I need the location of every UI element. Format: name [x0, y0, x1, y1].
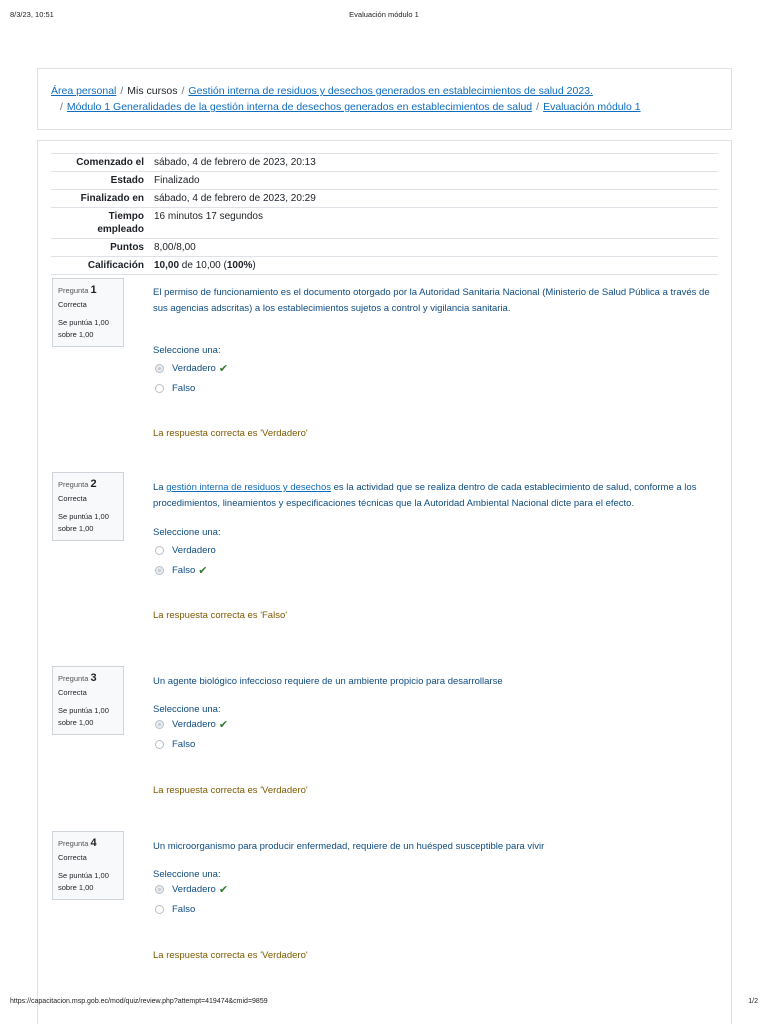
- radio-unselected[interactable]: [155, 905, 164, 914]
- question-label: Pregunta: [58, 480, 89, 489]
- summary-label: [51, 208, 150, 239]
- answer-option[interactable]: [153, 735, 713, 755]
- answer-label: Falso: [172, 382, 196, 394]
- grade-close: ): [252, 260, 256, 271]
- print-timestamp: 8/3/23, 10:51: [10, 10, 54, 19]
- breadcrumb: [37, 68, 732, 130]
- question-text: El permiso de funcionamiento es el documento otorgado por la Autoridad Sanitaria Nacional (Ministerio de Salud Pública a través de sus agencias adscritas) a los establecimientos sujetos a control y vigilancia sanitaria.: [153, 287, 710, 314]
- summary-grade-value: [150, 257, 718, 275]
- summary-value: 8,00/8,00: [154, 242, 196, 253]
- radio-selected[interactable]: [155, 720, 164, 729]
- radio-selected[interactable]: [155, 885, 164, 894]
- print-title: Evaluación módulo 1: [349, 10, 419, 19]
- right-answer: La respuesta correcta es 'Falso': [153, 610, 288, 621]
- answer-option[interactable]: [153, 540, 713, 560]
- summary-label: Estado: [110, 175, 144, 186]
- right-answer: La respuesta correcta es 'Verdadero': [153, 428, 308, 439]
- question-state: Correcta: [58, 688, 87, 697]
- question-number: 4: [90, 837, 97, 849]
- print-footer: [10, 998, 758, 1010]
- glossary-link[interactable]: gestión interna de residuos y desechos: [166, 482, 331, 493]
- breadcrumb-area-personal[interactable]: Área personal: [51, 85, 117, 97]
- answer-label: Falso: [172, 904, 196, 915]
- summary-row: [51, 172, 718, 190]
- question-content: [153, 285, 713, 439]
- question-text: Un microorganismo para producir enfermedad, requiere de un huésped susceptible para vivir: [153, 841, 545, 852]
- print-url: https://capacitacion.msp.gob.ec/mod/quiz/review.php?attempt=419474&cmid=9859: [10, 998, 268, 1005]
- question-text: [153, 480, 713, 511]
- radio-unselected[interactable]: [155, 546, 164, 555]
- grade-out-of: de 10,00 (: [179, 260, 227, 271]
- check-icon: ✔: [218, 362, 229, 375]
- radio-selected[interactable]: [155, 566, 164, 575]
- radio-unselected[interactable]: [155, 740, 164, 749]
- question-state: Correcta: [58, 853, 87, 862]
- question-info: [52, 278, 124, 347]
- answer-label: Verdadero: [172, 544, 216, 556]
- question-info: [52, 666, 124, 735]
- question-prompt: Seleccione una:: [153, 527, 221, 538]
- answer-option[interactable]: [153, 560, 713, 580]
- summary-value: 16 minutos 17 segundos: [154, 211, 263, 222]
- question-grade: Se puntúa 1,00 sobre 1,00: [58, 318, 109, 339]
- question-info: [52, 831, 124, 900]
- summary-row: [51, 257, 718, 275]
- check-icon: ✔: [218, 719, 229, 731]
- answer-option[interactable]: [153, 715, 713, 735]
- breadcrumb-separator: /: [120, 85, 124, 97]
- answer-label: Verdadero: [172, 884, 216, 895]
- summary-row: [51, 208, 718, 239]
- breadcrumb-separator: /: [536, 101, 540, 113]
- summary-value: sábado, 4 de febrero de 2023, 20:13: [154, 157, 316, 168]
- print-page-number: 1/2: [748, 998, 758, 1005]
- question-number: 2: [90, 478, 97, 490]
- breadcrumb-module[interactable]: Módulo 1 Generalidades de la gestión interna de desechos generados en establecimientos de salud: [66, 101, 533, 113]
- print-header: [10, 10, 758, 24]
- question-label: Pregunta: [58, 839, 89, 848]
- attempt-summary-table: [51, 153, 718, 275]
- answer-label: Falso: [172, 564, 196, 576]
- answer-label: Verdadero: [172, 362, 216, 374]
- question-content: [153, 674, 713, 796]
- quiz-review: [37, 140, 732, 1024]
- summary-row: [51, 239, 718, 257]
- question-prompt: Seleccione una:: [153, 345, 221, 356]
- question-number: 1: [90, 284, 97, 296]
- radio-unselected[interactable]: [155, 384, 164, 393]
- summary-label: Finalizado en: [80, 193, 144, 204]
- breadcrumb-course[interactable]: Gestión interna de residuos y desechos generados en establecimientos de salud 2023.: [188, 85, 593, 97]
- question-text-pre: La: [153, 482, 167, 493]
- question-text-post: es la actividad que se realiza dentro de cada establecimiento de salud, conforme a los procedimientos, lineamientos y especificaciones técnicas que la Autoridad Ambiental Nacional dicte para el efecto.: [153, 482, 697, 509]
- question-grade: Se puntúa 1,00 sobre 1,00: [58, 512, 109, 533]
- answer-option[interactable]: [153, 900, 713, 920]
- right-answer: La respuesta correcta es 'Verdadero': [153, 784, 308, 796]
- answer-option[interactable]: [153, 358, 713, 378]
- breadcrumb-separator: /: [60, 101, 63, 113]
- grade-score: 10,00: [154, 260, 180, 271]
- breadcrumb-mis-cursos: Mis cursos: [127, 85, 178, 97]
- summary-label: Comenzado el: [76, 157, 144, 168]
- question-state: Correcta: [58, 300, 87, 309]
- check-icon: ✔: [198, 564, 208, 577]
- summary-value: sábado, 4 de febrero de 2023, 20:29: [154, 193, 316, 204]
- question-label: Pregunta: [58, 286, 89, 295]
- grade-percent: 100%: [226, 260, 253, 271]
- question-state: Correcta: [58, 494, 87, 503]
- question-content: [153, 839, 713, 961]
- answer-option[interactable]: [153, 880, 713, 900]
- answer-label: Verdadero: [172, 719, 216, 730]
- summary-label-text: Tiempo empleado: [97, 211, 144, 235]
- question-info: [52, 472, 124, 541]
- question-text: Un agente biológico infeccioso requiere de un ambiente propicio para desarrollarse: [153, 676, 503, 687]
- summary-label: Puntos: [110, 242, 144, 253]
- radio-selected[interactable]: [155, 364, 164, 373]
- breadcrumb-quiz[interactable]: Evaluación módulo 1: [543, 101, 641, 113]
- question-grade: Se puntúa 1,00 sobre 1,00: [58, 871, 109, 892]
- question-grade: Se puntúa 1,00 sobre 1,00: [58, 706, 109, 727]
- breadcrumb-separator: /: [181, 85, 185, 97]
- question-label: Pregunta: [58, 674, 89, 683]
- answer-label: Falso: [172, 739, 196, 750]
- question-prompt: Seleccione una:: [153, 868, 221, 880]
- question-number: 3: [90, 672, 97, 684]
- summary-row: [51, 154, 718, 172]
- summary-row: [51, 190, 718, 208]
- right-answer: La respuesta correcta es 'Verdadero': [153, 949, 308, 961]
- summary-value: Finalizado: [154, 175, 200, 186]
- answer-option[interactable]: [153, 378, 713, 398]
- summary-label: Calificación: [87, 260, 144, 271]
- question-prompt: Seleccione una:: [153, 703, 221, 715]
- question-content: [153, 480, 713, 621]
- check-icon: ✔: [218, 884, 229, 896]
